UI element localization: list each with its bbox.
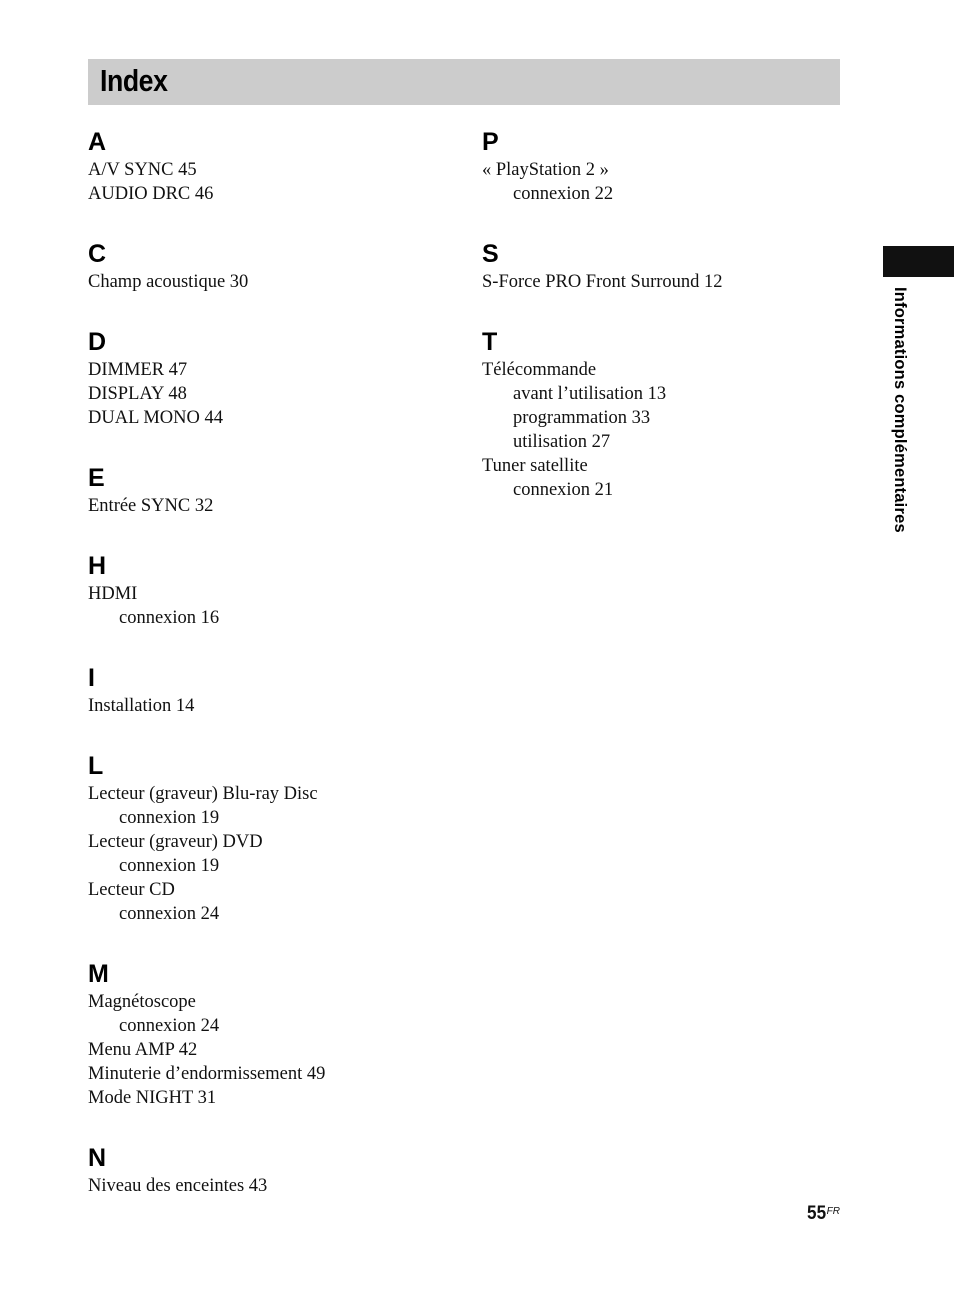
index-entry: Menu AMP 42 bbox=[88, 1040, 198, 1060]
page-number bbox=[806, 1203, 840, 1225]
index-column-left bbox=[88, 126, 468, 1230]
section-side-label: Informations complémentaires bbox=[891, 287, 909, 533]
index-section-e bbox=[88, 462, 468, 518]
index-section-a bbox=[88, 126, 468, 206]
index-section-p bbox=[482, 126, 862, 206]
index-subentry: connexion 21 bbox=[513, 480, 614, 500]
index-subentry: connexion 22 bbox=[513, 184, 614, 204]
index-letter: I bbox=[88, 664, 95, 692]
index-entry: HDMI bbox=[88, 584, 138, 604]
page-title: Index bbox=[100, 63, 168, 98]
index-subentry: connexion 19 bbox=[119, 808, 220, 828]
index-entry: Entrée SYNC 32 bbox=[88, 496, 214, 516]
index-entry: Magnétoscope bbox=[88, 992, 196, 1012]
index-subentry: utilisation 27 bbox=[513, 432, 611, 452]
title-bar bbox=[88, 59, 840, 105]
index-entry: Installation 14 bbox=[88, 696, 195, 716]
index-letter: L bbox=[88, 752, 104, 780]
index-entry: « PlayStation 2 » bbox=[482, 160, 609, 180]
index-entry: AUDIO DRC 46 bbox=[88, 184, 214, 204]
index-subentry: avant l’utilisation 13 bbox=[513, 384, 667, 404]
index-section-d bbox=[88, 326, 468, 430]
index-entry: DISPLAY 48 bbox=[88, 384, 187, 404]
page-number-value: 55 bbox=[806, 1203, 826, 1224]
index-letter: T bbox=[482, 328, 498, 356]
index-letter: A bbox=[88, 128, 107, 156]
page-number-language: FR bbox=[826, 1206, 840, 1217]
index-letter: H bbox=[88, 552, 107, 580]
index-subentry: programmation 33 bbox=[513, 408, 651, 428]
index-entry: Minuterie d’endormissement 49 bbox=[88, 1064, 326, 1084]
index-entry: DUAL MONO 44 bbox=[88, 408, 223, 428]
index-section-h bbox=[88, 550, 468, 630]
index-entry: S-Force PRO Front Surround 12 bbox=[482, 272, 723, 292]
index-section-m bbox=[88, 958, 468, 1110]
index-letter: N bbox=[88, 1144, 107, 1172]
index-entry: Télécommande bbox=[482, 360, 597, 380]
index-section-c bbox=[88, 238, 468, 294]
index-subentry: connexion 24 bbox=[119, 1016, 220, 1036]
index-section-l bbox=[88, 750, 468, 926]
index-section-i bbox=[88, 662, 468, 718]
index-letter: C bbox=[88, 240, 107, 268]
index-entry: DIMMER 47 bbox=[88, 360, 188, 380]
index-letter: P bbox=[482, 128, 499, 156]
index-entry: Niveau des enceintes 43 bbox=[88, 1176, 268, 1196]
index-letter: E bbox=[88, 464, 105, 492]
index-entry: Lecteur CD bbox=[88, 880, 175, 900]
index-subentry: connexion 19 bbox=[119, 856, 220, 876]
index-section-t bbox=[482, 326, 862, 502]
index-entry: Lecteur (graveur) DVD bbox=[88, 832, 263, 852]
index-entry: A/V SYNC 45 bbox=[88, 160, 197, 180]
index-section-s bbox=[482, 238, 862, 294]
index-entry: Tuner satellite bbox=[482, 456, 588, 476]
index-entry: Lecteur (graveur) Blu-ray Disc bbox=[88, 784, 318, 804]
index-letter: D bbox=[88, 328, 107, 356]
index-column-right bbox=[482, 126, 862, 534]
index-entry: Mode NIGHT 31 bbox=[88, 1088, 217, 1108]
index-subentry: connexion 16 bbox=[119, 608, 220, 628]
index-section-n bbox=[88, 1142, 468, 1198]
index-letter: M bbox=[88, 960, 109, 988]
section-tab-marker bbox=[883, 246, 954, 277]
index-subentry: connexion 24 bbox=[119, 904, 220, 924]
index-entry: Champ acoustique 30 bbox=[88, 272, 249, 292]
index-letter: S bbox=[482, 240, 499, 268]
